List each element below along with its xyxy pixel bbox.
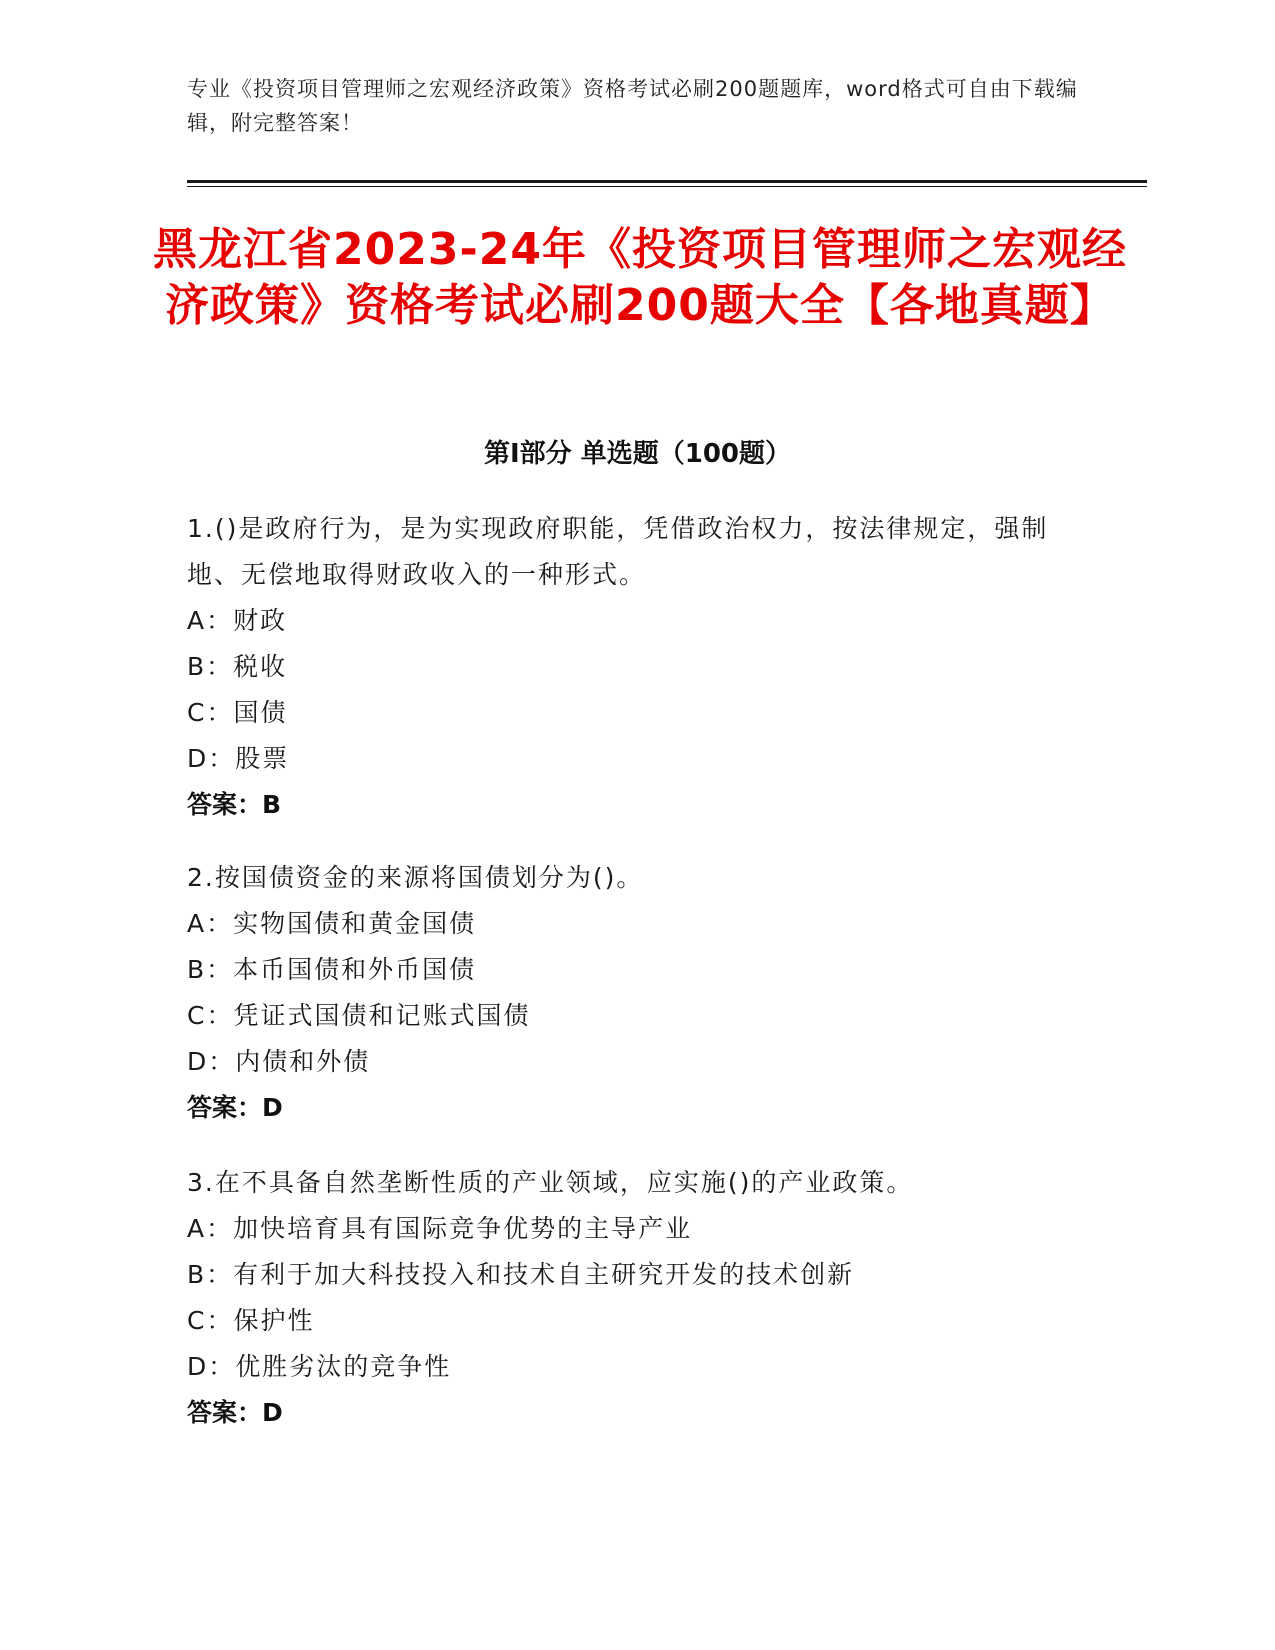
option-c: C：国债 bbox=[187, 698, 288, 727]
header-divider-thick bbox=[187, 180, 1147, 183]
document-title: 黑龙江省2023-24年《投资项目管理师之宏观经济政策》资格考试必刷200题大全【各地真题】 bbox=[153, 224, 1127, 331]
option-d: D：股票 bbox=[187, 744, 290, 773]
option-a: A：财政 bbox=[187, 606, 288, 635]
header-divider-thin bbox=[187, 186, 1147, 187]
answer: 答案：D bbox=[187, 1093, 283, 1122]
option-a: A：实物国债和黄金国债 bbox=[187, 909, 477, 938]
option-a: A：加快培育具有国际竞争优势的主导产业 bbox=[187, 1214, 693, 1243]
answer: 答案：D bbox=[187, 1398, 283, 1427]
option-b: B：本币国债和外币国债 bbox=[187, 955, 477, 984]
option-c: C：凭证式国债和记账式国债 bbox=[187, 1001, 531, 1030]
question-block bbox=[187, 1160, 1087, 1436]
question-block bbox=[187, 855, 1087, 1131]
option-d: D：优胜劣汰的竞争性 bbox=[187, 1352, 452, 1381]
answer: 答案：B bbox=[187, 790, 282, 819]
option-c: C：保护性 bbox=[187, 1306, 315, 1335]
section-heading: 第Ⅰ部分 单选题（100题） bbox=[484, 439, 791, 469]
question-stem: 1.()是政府行为，是为实现政府职能，凭借政治权力，按法律规定，强制地、无偿地取得财政收入的一种形式。 bbox=[187, 514, 1049, 589]
header-note: 专业《投资项目管理师之宏观经济政策》资格考试必刷200题题库，word格式可自由下载编辑，附完整答案！ bbox=[187, 77, 1078, 135]
option-b: B：有利于加大科技投入和技术自主研究开发的技术创新 bbox=[187, 1260, 855, 1289]
question-block bbox=[187, 506, 1087, 828]
option-b: B：税收 bbox=[187, 652, 288, 681]
option-d: D：内债和外债 bbox=[187, 1047, 371, 1076]
question-stem: 2.按国债资金的来源将国债划分为()。 bbox=[187, 863, 644, 892]
question-stem: 3.在不具备自然垄断性质的产业领域，应实施()的产业政策。 bbox=[187, 1168, 914, 1197]
